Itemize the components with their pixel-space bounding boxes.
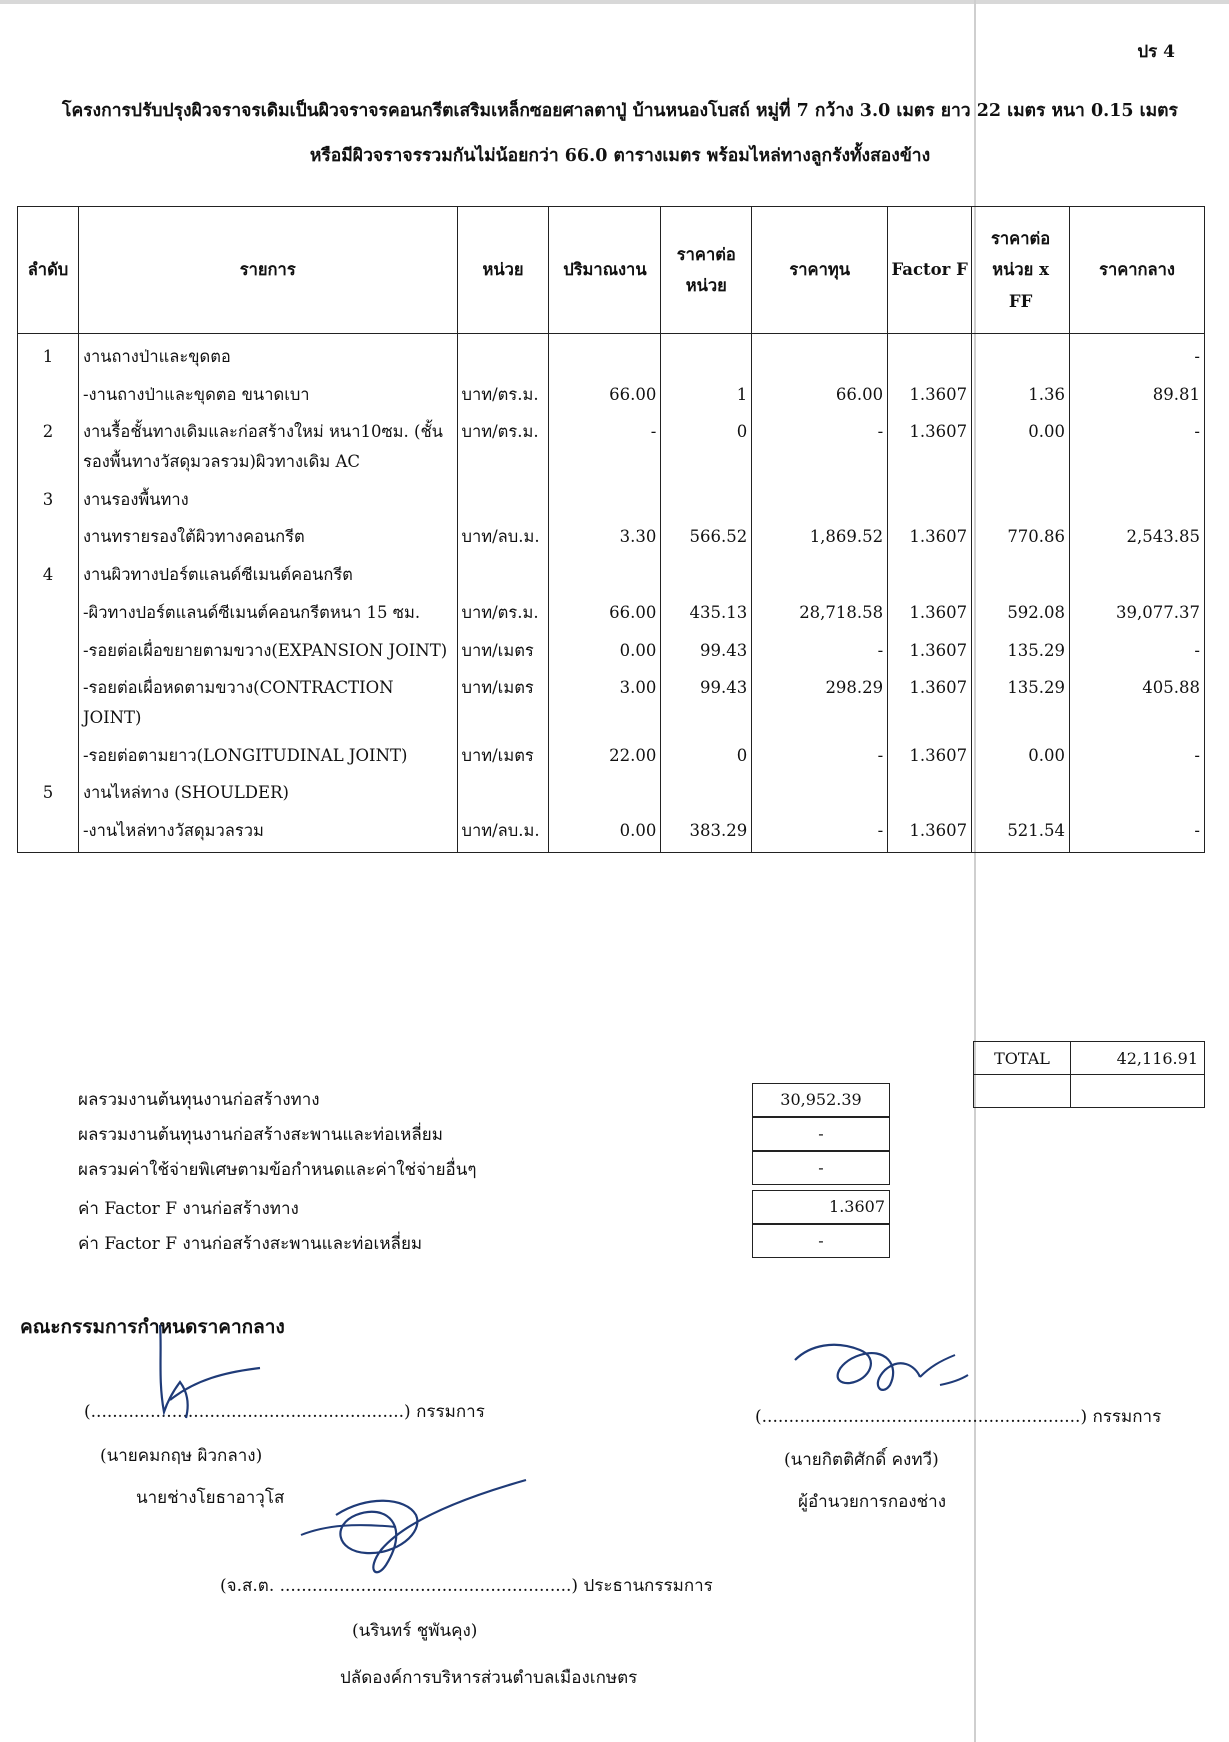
total-box [973,1041,1205,1108]
table-row: -รอยต่อเผื่อขยายตามขวาง(EXPANSION JOINT) บาท/เมตร 0.00 99.43 - 1.3607 135.29 - [18,628,1205,666]
signature-chair-icon [296,1475,536,1590]
header-mid-price: ราคากลาง [1070,207,1205,334]
committee-title: คณะกรรมการกำหนดราคากลาง [20,1316,285,1338]
summary-label-factor-bridge: ค่า Factor F งานก่อสร้างสะพานและท่อเหลี่ยม [78,1234,423,1254]
total-empty-cell [974,1075,1071,1108]
table-row: 2 งานรื้อชั้นทางเดิมและก่อสร้างใหม่ หนา10ซม. (ชั้นรองพื้นทางวัสดุมวลรวม)ผิวทางเดิม AC บาท/ตร.ม. - 0 - 1.3607 0.00 - [18,409,1205,476]
project-title-line1: โครงการปรับปรุงผิวจราจรเดิมเป็นผิวจราจรคอนกรีตเสริมเหล็กซอยศาลตาปู่ บ้านหนองโบสถ์ หมู่ที่ 7 กว้าง 3.0 เมตร ยาว 22 เมตร หนา 0.15 เมตร [62,101,1178,121]
summary-value-road-cost: 30,952.39 [752,1083,890,1117]
member1-position: นายช่างโยธาอาวุโส [136,1488,285,1508]
table-row: 5 งานไหล่ทาง (SHOULDER) [18,770,1205,808]
summary-value-factor-road: 1.3607 [752,1190,890,1224]
table-row: -รอยต่อเผื่อหดตามขวาง(CONTRACTION JOINT) บาท/เมตร 3.00 99.43 298.29 1.3607 135.29 405.88 [18,665,1205,732]
summary-label-extra-cost: ผลรวมค่าใช้จ่ายพิเศษตามข้อกำหนดและค่าใช่จ่ายอื่นๆ [78,1160,477,1180]
table-row: -รอยต่อตามยาว(LONGITUDINAL JOINT) บาท/เมตร 22.00 0 - 1.3607 0.00 - [18,733,1205,771]
total-label: TOTAL [974,1042,1071,1075]
table-row: งานทรายรองใต้ผิวทางคอนกรีต บาท/ลบ.ม. 3.30 566.52 1,869.52 1.3607 770.86 2,543.85 [18,514,1205,552]
table-row: 4 งานผิวทางปอร์ตแลนด์ซีเมนต์คอนกรีต [18,552,1205,590]
summary-label-factor-road: ค่า Factor F งานก่อสร้างทาง [78,1199,299,1219]
summary-label-road-cost: ผลรวมงานต้นทุนงานก่อสร้างทาง [78,1090,320,1110]
signature-member1-icon [140,1320,270,1425]
member2-name: (นายกิตติศักดิ์ คงทวี) [784,1450,939,1470]
total-empty-cell [1071,1075,1205,1108]
price-table [17,206,1205,853]
header-cost: ราคาทุน [752,207,888,334]
member1-signature-line: (..........................................................) กรรมการ [84,1402,485,1422]
document-code: ปร 4 [1137,42,1175,62]
summary-value-factor-bridge: - [752,1224,890,1258]
header-factor: Factor F [888,207,972,334]
table-row: -งานถางป่าและขุดตอ ขนาดเบา บาท/ตร.ม. 66.00 1 66.00 1.3607 1.36 89.81 [18,372,1205,410]
header-unit-price: ราคาต่อ หน่วย [661,207,752,334]
member2-signature-line: (...........................................................) กรรมการ [755,1407,1162,1427]
header-qty: ปริมาณงาน [549,207,661,334]
table-row: -งานไหล่ทางวัสดุมวลรวม บาท/ลบ.ม. 0.00 383.29 - 1.3607 521.54 - [18,808,1205,852]
total-value: 42,116.91 [1071,1042,1205,1075]
chair-signature-line: (จ.ส.ต. ......................................................) ประธานกรรมการ [220,1576,713,1596]
table-header-row [18,207,1205,334]
table-row: -ผิวทางปอร์ตแลนด์ซีเมนต์คอนกรีตหนา 15 ซม. บาท/ตร.ม. 66.00 435.13 28,718.58 1.3607 592.08 39,077.37 [18,590,1205,628]
table-row: 3 งานรองพื้นทาง [18,477,1205,515]
summary-list [78,1083,477,1262]
top-border [0,0,1229,4]
table-row: 1 งานถางป่าและขุดตอ - [18,334,1205,372]
project-title-line2: หรือมีผิวจราจรรวมกันไม่น้อยกว่า 66.0 ตารางเมตร พร้อมไหล่ทางลูกรังทั้งสองข้าง [309,146,931,166]
header-ff: ราคาต่อ หน่วย x FF [972,207,1070,334]
signature-member2-icon [790,1325,970,1410]
header-desc: รายการ [78,207,457,334]
chair-position: ปลัดองค์การบริหารส่วนตำบลเมืองเกษตร [340,1668,638,1688]
chair-name: (นรินทร์ ชูพันคุง) [352,1621,478,1641]
header-no: ลำดับ [18,207,79,334]
summary-value-bridge-cost: - [752,1117,890,1151]
member1-name: (นายคมกฤษ ผิวกลาง) [100,1446,263,1466]
summary-label-bridge-cost: ผลรวมงานต้นทุนงานก่อสร้างสะพานและท่อเหลี่ยม [78,1125,443,1145]
summary-value-extra-cost: - [752,1151,890,1185]
header-unit: หน่วย [457,207,549,334]
member2-position: ผู้อำนวยการกองช่าง [798,1492,947,1512]
